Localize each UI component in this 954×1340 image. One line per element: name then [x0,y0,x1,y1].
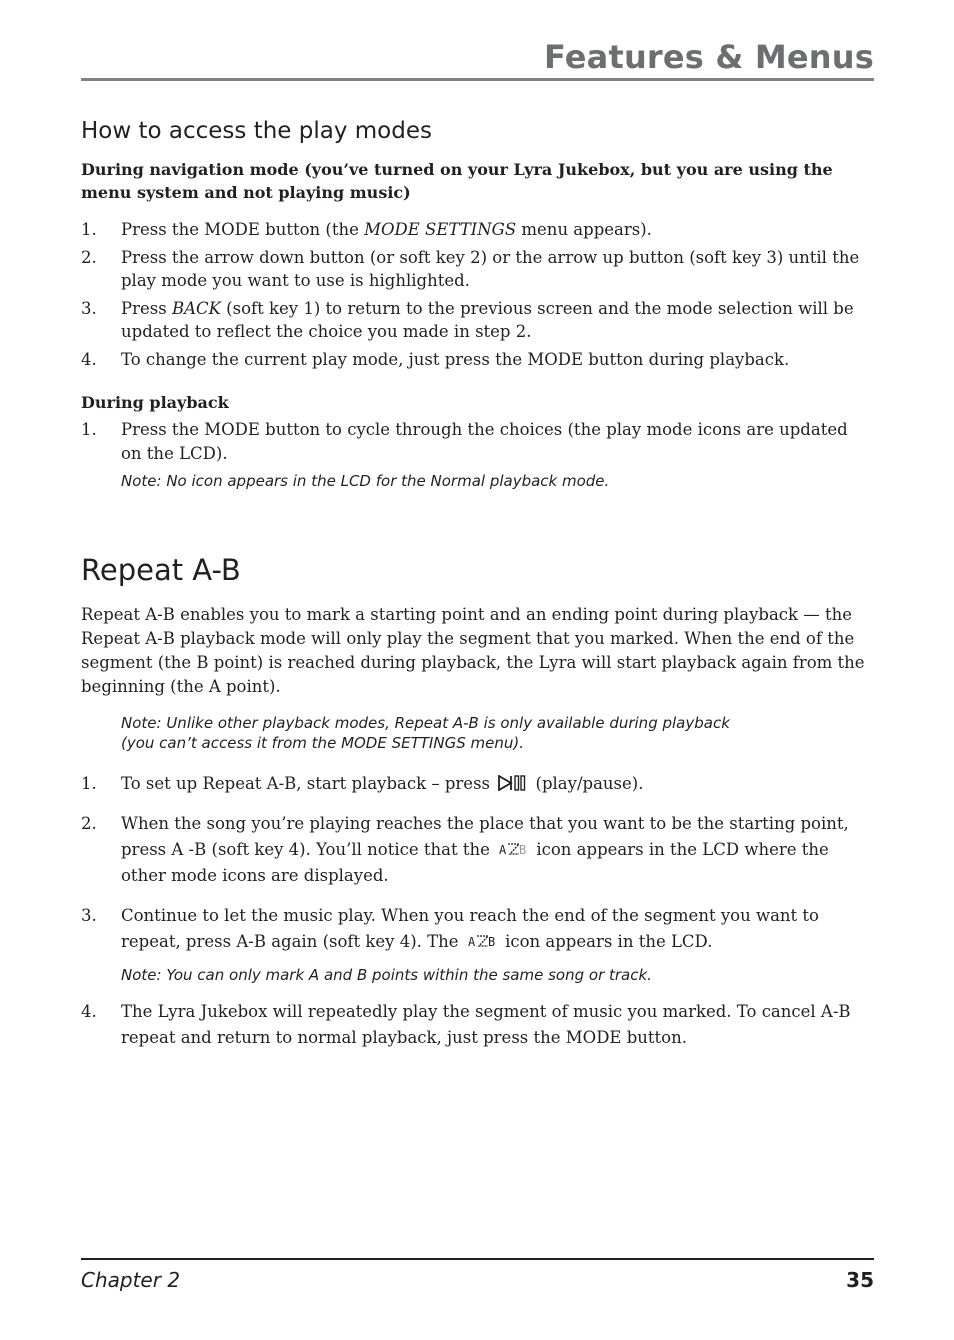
list-item [81,297,873,344]
step-number: 1. [81,420,97,439]
step-text: menu appears). [516,220,652,239]
step-text: Press [121,298,172,318]
svg-text:A: A [499,843,507,857]
list-item [81,246,873,293]
play-pause-icon [497,775,527,791]
step-text: The Lyra Jukebox will repeatedly play the segment of music you marked. To cancel A-B repeat and return to normal playback, just press the MODE button. [121,1002,851,1047]
step-text: To change the current play mode, just press the MODE button during playback. [121,349,790,369]
step-text: Press the MODE button (the [121,220,365,239]
menu-name: MODE SETTINGS [364,220,517,239]
step-text: When the song you’re playing reaches the place that you want to be the starting point, press A -B (soft key 4). You’ll notice that the [121,814,849,859]
during-playback-subheading: During playback [81,393,229,412]
step-text: icon appears in the LCD where the other mode icons are displayed. [121,840,829,885]
step-text: To set up Repeat A-B, start playback – press [121,774,491,793]
step-text: (play/pause). [535,774,644,793]
navigation-steps-list [81,218,873,371]
section-heading-play-modes: How to access the play modes [81,118,432,144]
step-number: 4. [81,349,97,369]
note-repeat-ab-availability [121,713,873,753]
chapter-label: Chapter 2 [81,1268,181,1292]
soft-key-name: BACK [171,298,221,318]
svg-text:B: B [519,843,527,857]
step-number: 3. [81,906,97,925]
step-number: 3. [81,298,97,318]
list-item [81,771,873,797]
list-item [81,999,873,1051]
navigation-mode-subheading: During navigation mode (you’ve turned on your Lyra Jukebox, but you are using the menu system and not playing music) [81,160,833,202]
list-item [81,903,873,985]
note-line: Note: Unlike other playback modes, Repeat A-B is only available during playback [121,714,730,732]
page-content [81,118,873,1071]
step-text: (soft key 1) to return to the previous screen and the mode selection will be updated to reflect the choice you made in step 2. [121,298,854,341]
step-text: Press the arrow down button (or soft key 2) or the arrow up button (soft key 3) until the play mode you want to use is highlighted. [121,247,860,290]
step-number: 4. [81,1002,97,1021]
step-number: 1. [81,220,97,239]
list-item [81,218,873,242]
step-number: 2. [81,814,97,833]
step-number: 1. [81,774,97,793]
repeat-a-icon [499,841,527,857]
page-header-title: Features & Menus [543,38,874,76]
section-heading-repeat-ab: Repeat A-B [81,553,241,587]
step-text: icon appears in the LCD. [505,932,713,951]
list-item [81,348,873,372]
header-rule [81,78,874,81]
page-number: 35 [846,1268,874,1292]
note-line: (you can’t access it from the MODE SETTINGS menu). [121,734,524,752]
note-same-track: Note: You can only mark A and B points within the same song or track. [121,966,652,984]
step-text: Continue to let the music play. When you reach the end of the segment you want to repeat, press A-B again (soft key 4). The [121,906,819,951]
note-normal-mode: Note: No icon appears in the LCD for the Normal playback mode. [121,472,610,490]
step-text: Press the MODE button to cycle through the choices (the play mode icons are updated on the LCD). [121,420,848,463]
footer-rule [81,1258,874,1260]
step-number: 2. [81,247,97,267]
list-item [81,811,873,889]
repeat-ab-icon [468,933,496,949]
svg-text:B: B [487,935,496,949]
list-item [81,418,873,491]
svg-text:A: A [467,935,476,949]
repeat-ab-steps-list [81,771,873,1051]
playback-steps-list [81,418,873,491]
repeat-ab-intro: Repeat A-B enables you to mark a starting point and an ending point during playback — the Repeat A-B playback mode will only play the segment that you marked. When the end of the segment (the B point) is reached during playback, the Lyra will start playback again from the beginning (the A point). [81,605,865,696]
